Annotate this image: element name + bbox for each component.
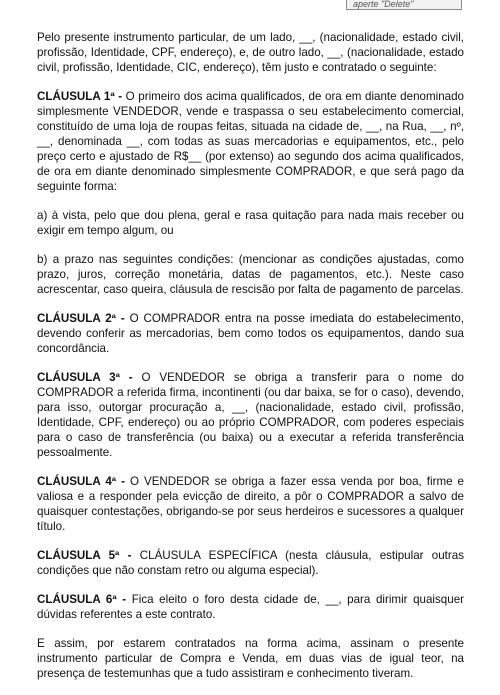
contract-document xyxy=(37,30,464,695)
clause-5 xyxy=(37,548,464,578)
clause-heading: CLÁUSULA 4ª - xyxy=(37,475,125,488)
payment-option-a xyxy=(37,208,464,238)
paragraph-closing xyxy=(37,636,464,681)
paragraph-text: a) à vista, pelo que dou plena, geral e rasa quitação para nada mais receber ou exigir em tempo algum, ou xyxy=(37,209,464,237)
payment-option-b xyxy=(37,252,464,297)
clause-text: CLÁUSULA ESPECÍFICA (nesta cláusula, estipular outras condições que não constam retro ou alguma especial). xyxy=(37,549,465,577)
clause-1 xyxy=(37,89,464,194)
paragraph-intro xyxy=(37,30,464,75)
clause-2 xyxy=(37,311,464,356)
clause-6 xyxy=(37,592,464,622)
clause-4 xyxy=(37,474,464,534)
clause-text: O VENDEDOR se obriga a transferir para o nome do COMPRADOR a referida firma, incontinenti (ou dar baixa, se for o caso), devendo, para isso, outorgar procuração a, __, (nacionalidade, estado civil, profissão, Identidade, CPF, endereço) ou ao próprio COMPRADOR, com poderes especiais para o caso de transferência (ou baixa) ou a executar a referida transferência pessoalmente. xyxy=(37,371,464,459)
clause-text: O primeiro dos acima qualificados, de ora em diante denominado simplesmente VENDEDOR, vende e traspassa o seu estabelecimento comercial, constituído de uma loja de roupas feitas, situada na cidade de, __, na Rua, __, nº, __, denominada __, com todas as suas mercadorias e equipamentos, etc., pelo preço certo e ajustado de R$__ (por extenso) ao segundo dos acima qualificados, de ora em diante denominado simplesmente COMPRADOR, e que será pago da seguinte forma: xyxy=(37,90,464,193)
clause-text: O COMPRADOR entra na posse imediata do estabelecimento, devendo conferir as mercadorias, bem como todos os equipamentos, dando sua concordância. xyxy=(37,312,464,355)
paragraph-text: b) a prazo nas seguintes condições: (mencionar as condições ajustadas, como prazo, juros, correção monetária, datas de pagamentos, etc.). Neste caso acrescentar, caso queira, cláusula de rescisão por falta de pagamento de parcelas. xyxy=(37,253,464,296)
clause-text: O VENDEDOR se obriga a fazer essa venda por boa, firme e valiosa e a responder pela evicção de direito, a pôr o COMPRADOR a salvo de quaisquer contestações, obrigando-se por seus herdeiros e sucessores a qualquer título. xyxy=(37,475,464,533)
paragraph-text: Pelo presente instrumento particular, de um lado, __, (nacionalidade, estado civil, profissão, Identidade, CPF, endereço), e, de outro lado, __, (nacionalidade, estado civil, profissão, Identidade, CIC, endereço), têm justo e contratado o seguinte: xyxy=(37,31,464,74)
paragraph-text: E assim, por estarem contratados na forma acima, assinam o presente instrumento particular de Compra e Venda, em duas vias de igual teor, na presença de testemunhas que a tudo assistiram e conhecimento tiveram. xyxy=(37,637,464,680)
clause-heading: CLÁUSULA 6ª - xyxy=(37,593,127,606)
clause-3 xyxy=(37,370,464,460)
clause-heading: CLÁUSULA 5ª - xyxy=(37,549,132,562)
clause-heading: CLÁUSULA 1ª - xyxy=(37,90,123,103)
clause-heading: CLÁUSULA 2ª - xyxy=(37,312,125,325)
clause-text: Fica eleito o foro desta cidade de, __, para dirimir quaisquer dúvidas referentes a este contrato. xyxy=(37,593,465,621)
clause-heading: CLÁUSULA 3ª - xyxy=(37,371,133,384)
delete-hint-box: aperte "Delete" xyxy=(346,0,462,10)
